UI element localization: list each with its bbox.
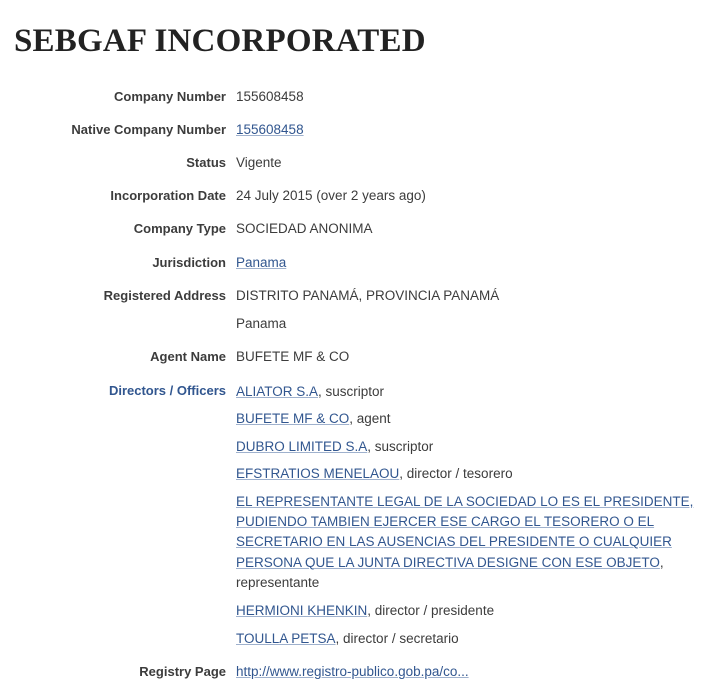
label-registered-address: Registered Address [103, 287, 226, 303]
value-registry-page [236, 663, 695, 696]
table-row [14, 187, 695, 220]
value-jurisdiction [236, 254, 695, 287]
list-item [236, 464, 695, 484]
value-company-type: SOCIEDAD ANONIMA [236, 221, 373, 237]
table-row [14, 254, 695, 287]
list-item [236, 492, 695, 593]
officer-link[interactable]: BUFETE MF & CO [236, 411, 350, 427]
table-row [14, 348, 695, 381]
table-row [14, 382, 695, 664]
officer-link[interactable]: ALIATOR S.A [236, 383, 319, 399]
registry-page-link[interactable]: http://www.registro-publico.gob.pa/co... [236, 664, 469, 680]
table-row [14, 220, 695, 253]
label-native-company-number: Native Company Number [71, 121, 226, 137]
officer-role: , representante [236, 554, 664, 590]
value-company-number: 155608458 [236, 88, 304, 104]
jurisdiction-link[interactable]: Panama [236, 254, 287, 270]
label-incorporation-date: Incorporation Date [110, 188, 226, 204]
page-title: SEBGAF INCORPORATED [14, 23, 426, 59]
table-row [14, 154, 695, 187]
officer-role: , director / secretario [335, 630, 459, 646]
list-item [236, 382, 695, 402]
label-status: Status [186, 155, 226, 171]
officer-link[interactable]: DUBRO LIMITED S.A [236, 438, 368, 454]
table-row [14, 121, 695, 154]
officer-role: , agent [349, 411, 391, 427]
value-status: Vigente [236, 155, 282, 171]
value-incorporation-date: 24 July 2015 (over 2 years ago) [236, 188, 426, 204]
address-line: DISTRITO PANAMÁ, PROVINCIA PANAMÁ [236, 287, 500, 303]
value-native-company-number [236, 121, 695, 154]
native-company-number-link[interactable]: 155608458 [236, 121, 304, 137]
label-jurisdiction: Jurisdiction [152, 254, 226, 270]
officer-link[interactable]: HERMIONI KHENKIN [236, 603, 368, 619]
table-row [14, 663, 695, 696]
company-attributes-table [14, 88, 695, 696]
list-item [236, 601, 695, 621]
list-item [236, 409, 695, 429]
officer-link[interactable]: EL REPRESENTANTE LEGAL DE LA SOCIEDAD LO ES EL PRESIDENTE, PUDIENDO TAMBIEN EJERCER ESE CARGO EL TESORERO O EL SECRETARIO EN LAS AUSENCIAS DEL PRESIDENTE O CUALQUIER PERSONA QUE LA JUNTA DIRECTIVA DESIGNE CON ESE OBJETO [236, 493, 694, 570]
table-row [14, 287, 695, 348]
address-line: Panama [236, 316, 287, 332]
list-item [236, 437, 695, 457]
officer-role: , director / tesorero [399, 466, 513, 482]
table-row [14, 88, 695, 121]
officer-link[interactable]: EFSTRATIOS MENELAOU [236, 466, 400, 482]
value-agent-name: BUFETE MF & CO [236, 349, 350, 365]
label-directors-officers[interactable]: Directors / Officers [108, 382, 226, 398]
label-agent-name: Agent Name [150, 349, 226, 365]
officer-role: , director / presidente [367, 603, 495, 619]
officer-link[interactable]: TOULLA PETSA [236, 630, 336, 646]
label-company-number: Company Number [114, 88, 226, 104]
label-registry-page: Registry Page [139, 664, 226, 680]
value-registered-address [236, 287, 695, 348]
list-item [236, 629, 695, 649]
officer-role: , suscriptor [367, 438, 434, 454]
officer-role: , suscriptor [318, 383, 385, 399]
value-directors-officers [236, 382, 695, 664]
label-company-type: Company Type [133, 221, 226, 237]
